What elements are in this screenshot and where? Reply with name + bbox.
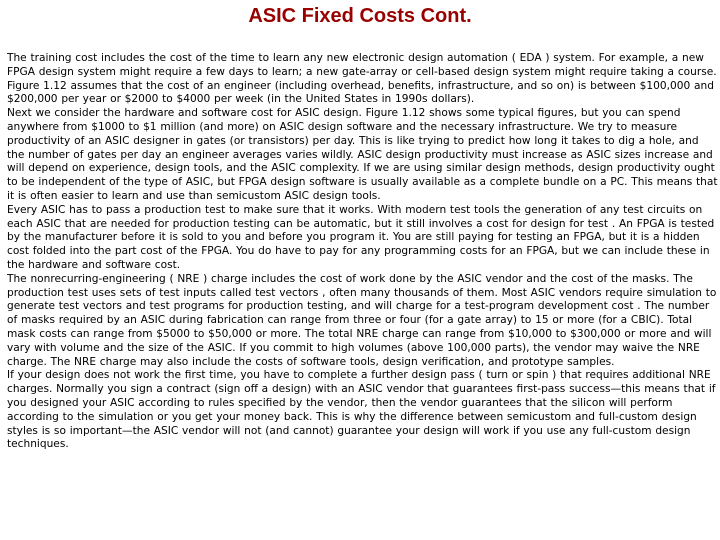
slide-body (7, 52, 719, 452)
paragraph-training-cost: The training cost includes the cost of the time to learn any new electronic design automation ( EDA ) system. For example, a new FPGA design system might require a few days to learn; a new gate-array or cell-based design system might require taking a course. Figure 1.12 assumes that the cost of an engineer (including overhead, benefits, infrastructure, and so on) is between $100,000 and $200,000 per year or $2000 to $4000 per week (in the United States in 1990s dollars). (7, 52, 717, 106)
paragraph-design-pass: If your design does not work the first time, you have to complete a further design pass ( turn or spin ) that requires additional NRE charges. Normally you sign a contract (sign off a design) with an ASIC vendor that guarantees first-pass success—this means that if you designed your ASIC according to rules specified by the vendor, then the vendor guarantees that the silicon will perform according to the simulation or you get your money back. This is why the difference between semicustom and full-custom design styles is so important—the ASIC vendor will not (and cannot) guarantee your design will work if you use any full-custom design techniques. (7, 369, 716, 451)
slide-title: ASIC Fixed Costs Cont. (248, 5, 472, 27)
paragraph-production-test: Every ASIC has to pass a production test to make sure that it works. With modern test tools the generation of any test circuits on each ASIC that are needed for production testing can be automatic, but it still involves a cost for design for test . An FPGA is tested by the manufacturer before it is sold to you and before you program it. You are still paying for testing an FPGA, but it is a hidden cost folded into the part cost of the FPGA. You do have to pay for any programming costs for an FPGA, but we can include these in the hardware and software cost. (7, 203, 715, 271)
paragraph-hardware-software-cost: Next we consider the hardware and software cost for ASIC design. Figure 1.12 shows some typical figures, but you can spend anywhere from $1000 to $1 million (and more) on ASIC design software and the necessary infrastructure. We try to measure productivity of an ASIC designer in gates (or transistors) per day. This is like trying to predict how long it takes to dig a hole, and the number of gates per day an engineer averages varies wildly. ASIC design productivity must increase as ASIC sizes increase and will depend on experience, design tools, and the ASIC complexity. If we are using similar design methods, design productivity ought to be independent of the type of ASIC, but FPGA design software is usually available as a complete bundle on a PC. This means that it is often easier to learn and use than semicustom ASIC design tools. (7, 107, 718, 202)
paragraph-nre-charge: The nonrecurring-engineering ( NRE ) charge includes the cost of work done by the ASIC vendor and the cost of the masks. The production test uses sets of test inputs called test vectors , often many thousands of them. Most ASIC vendors require simulation to generate test vectors and test programs for production testing, and will charge for a test-program development cost . The number of masks required by an ASIC during fabrication can range from three or four (for a gate array) to 15 or more (for a CBIC). Total mask costs can range from $5000 to $50,000 or more. The total NRE charge can range from $10,000 to $300,000 or more and will vary with volume and the size of the ASIC. If you commit to high volumes (above 100,000 parts), the vendor may waive the NRE charge. The NRE charge may also include the costs of software tools, design verification, and prototype samples. (7, 272, 717, 368)
